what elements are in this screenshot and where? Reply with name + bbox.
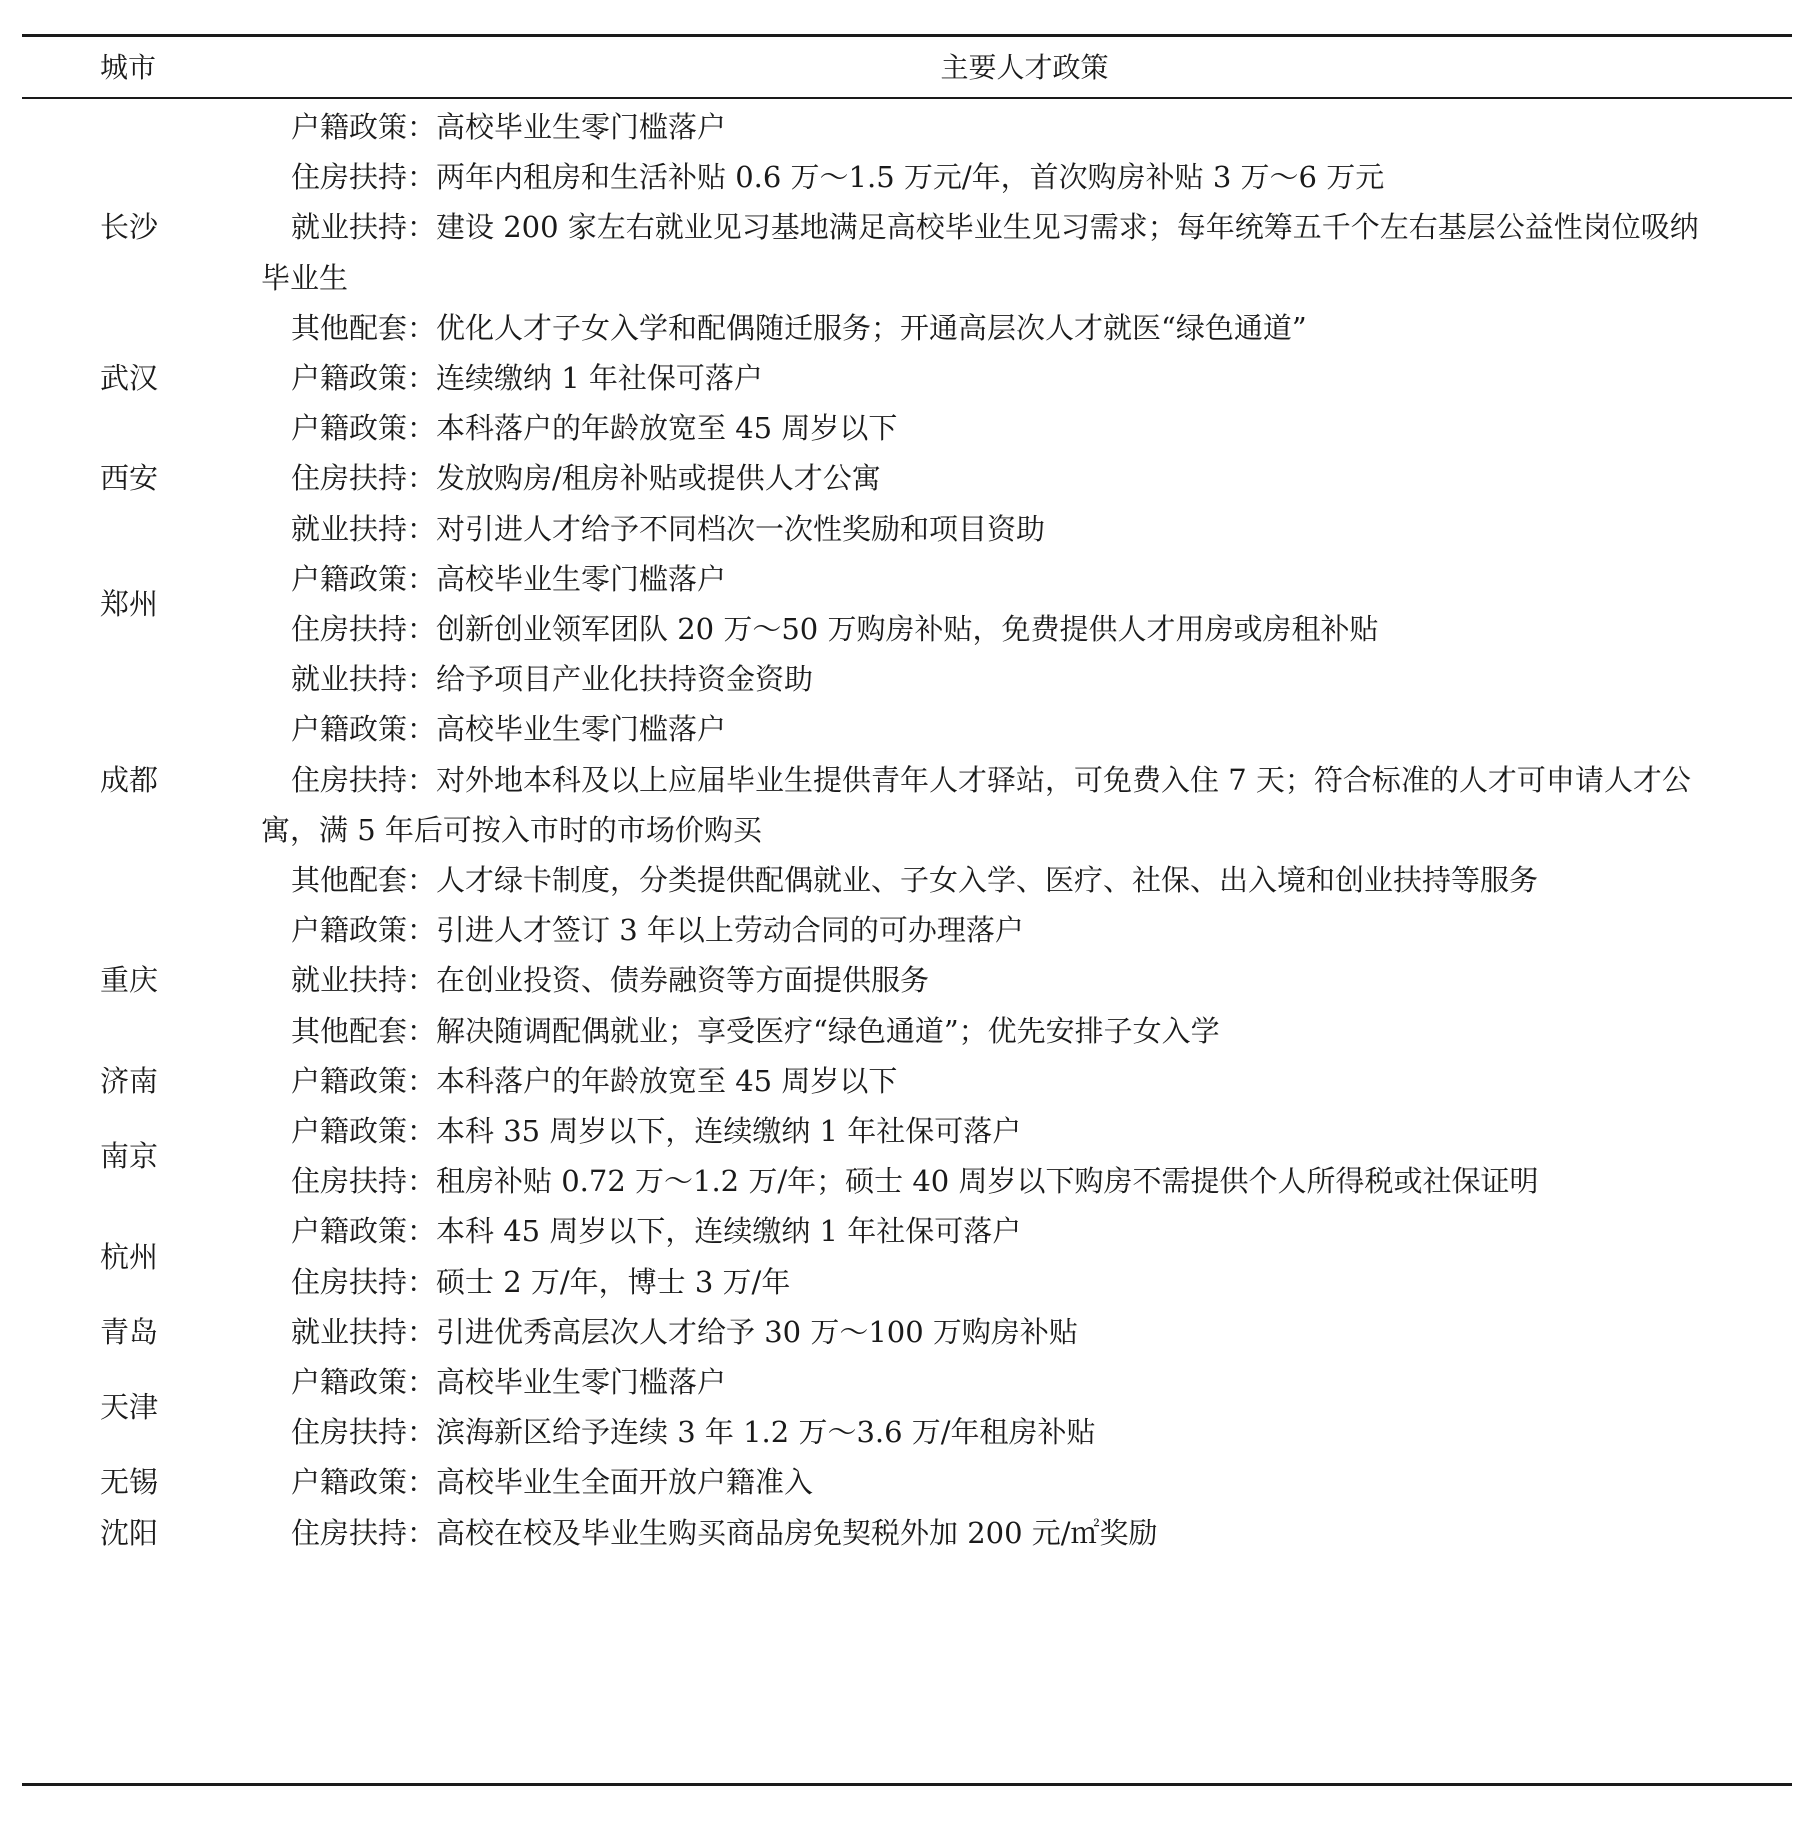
policy-line: 住房扶持：两年内租房和生活补贴 0.6 万～1.5 万元/年，首次购房补贴 3 万～6 万元 xyxy=(291,160,1385,195)
city-name: 成都 xyxy=(100,762,159,797)
policy-line: 户籍政策：高校毕业生零门槛落户 xyxy=(291,1365,727,1399)
policy-line: 就业扶持：引进优秀高层次人才给予 30 万～100 万购房补贴 xyxy=(291,1314,1078,1349)
city-name: 西安 xyxy=(100,461,159,496)
table-bottom-rule xyxy=(22,1783,1792,1786)
city-name: 济南 xyxy=(100,1063,159,1098)
city-name: 长沙 xyxy=(100,210,159,245)
policy-line: 寓，满 5 年后可按入市时的市场价购买 xyxy=(261,812,762,847)
policy-line: 户籍政策：本科 45 周岁以下，连续缴纳 1 年社保可落户 xyxy=(291,1214,1022,1249)
city-name: 杭州 xyxy=(100,1239,159,1274)
policy-line: 户籍政策：高校毕业生零门槛落户 xyxy=(291,561,727,596)
city-name: 重庆 xyxy=(100,963,159,998)
table-top-rule xyxy=(22,34,1792,37)
column-header-policy: 主要人才政策 xyxy=(940,51,1109,84)
policy-line: 住房扶持：发放购房/租房补贴或提供人才公寓 xyxy=(291,461,881,496)
city-name: 郑州 xyxy=(100,586,159,621)
policy-line: 户籍政策：本科落户的年龄放宽至 45 周岁以下 xyxy=(291,1063,898,1098)
city-name: 天津 xyxy=(100,1390,159,1425)
policy-line: 其他配套：优化人才子女入学和配偶随迁服务；开通高层次人才就医“绿色通道” xyxy=(291,310,1307,345)
policy-line: 就业扶持：给予项目产业化扶持资金资助 xyxy=(291,662,814,697)
policy-line: 住房扶持：租房补贴 0.72 万～1.2 万/年；硕士 40 周岁以下购房不需提供个人所得税或社保证明 xyxy=(291,1164,1539,1199)
policy-line: 户籍政策：本科落户的年龄放宽至 45 周岁以下 xyxy=(291,411,898,446)
policy-line: 户籍政策：连续缴纳 1 年社保可落户 xyxy=(291,361,763,395)
policy-line: 其他配套：解决随调配偶就业；享受医疗“绿色通道”；优先安排子女入学 xyxy=(291,1013,1220,1048)
policy-line: 住房扶持：对外地本科及以上应届毕业生提供青年人才驿站，可免费入住 7 天；符合标准的人才可申请人才公 xyxy=(291,762,1691,797)
policy-line: 就业扶持：建设 200 家左右就业见习基地满足高校毕业生见习需求；每年统筹五千个左右基层公益性岗位吸纳 xyxy=(291,210,1699,245)
city-name: 沈阳 xyxy=(100,1515,159,1550)
policy-line: 户籍政策：引进人才签订 3 年以上劳动合同的可办理落户 xyxy=(291,913,1024,948)
policy-line: 就业扶持：对引进人才给予不同档次一次性奖励和项目资助 xyxy=(291,511,1046,546)
policy-line: 其他配套：人才绿卡制度，分类提供配偶就业、子女入学、医疗、社保、出入境和创业扶持等服务 xyxy=(291,863,1539,897)
city-name: 青岛 xyxy=(100,1314,159,1349)
policy-line: 毕业生 xyxy=(261,260,349,295)
policy-line: 住房扶持：创新创业领军团队 20 万～50 万购房补贴，免费提供人才用房或房租补贴 xyxy=(291,612,1379,646)
policy-line: 住房扶持：硕士 2 万/年，博士 3 万/年 xyxy=(291,1264,791,1299)
city-name: 南京 xyxy=(100,1139,159,1174)
policy-line: 户籍政策：高校毕业生全面开放户籍准入 xyxy=(291,1465,814,1500)
policy-line: 户籍政策：高校毕业生零门槛落户 xyxy=(291,110,727,144)
city-name: 武汉 xyxy=(100,361,159,395)
policy-line: 住房扶持：高校在校及毕业生购买商品房免契税外加 200 元/㎡奖励 xyxy=(291,1515,1158,1550)
policy-line: 户籍政策：高校毕业生零门槛落户 xyxy=(291,712,727,747)
policy-line: 户籍政策：本科 35 周岁以下，连续缴纳 1 年社保可落户 xyxy=(291,1114,1022,1148)
city-name: 无锡 xyxy=(100,1465,159,1500)
policy-line: 就业扶持：在创业投资、债券融资等方面提供服务 xyxy=(291,963,930,998)
policy-line: 住房扶持：滨海新区给予连续 3 年 1.2 万～3.6 万/年租房补贴 xyxy=(291,1415,1096,1450)
column-header-city: 城市 xyxy=(100,51,157,84)
